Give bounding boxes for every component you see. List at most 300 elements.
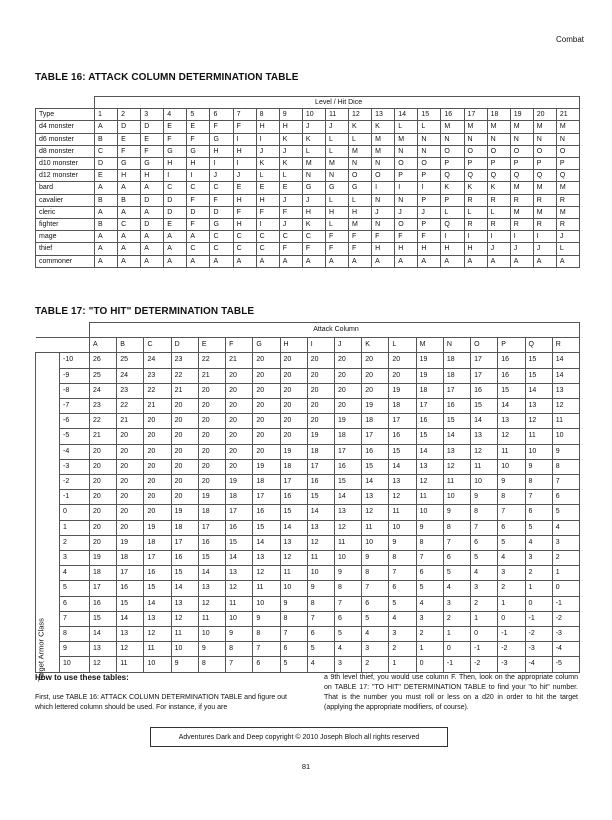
column-letter-cell: F — [325, 231, 348, 243]
to-hit-cell: 15 — [334, 475, 361, 490]
column-letter-cell: M — [441, 121, 464, 133]
table17-corner — [36, 323, 90, 338]
to-hit-cell: 2 — [471, 596, 498, 611]
column-letter-cell: O — [395, 219, 418, 231]
attack-column-header: F — [226, 338, 253, 353]
to-hit-cell: 14 — [307, 505, 334, 520]
column-letter-cell: G — [302, 182, 325, 194]
column-letter-cell: O — [464, 145, 487, 157]
column-letter-cell: N — [510, 133, 533, 145]
table17-corner-2 — [36, 338, 90, 353]
column-letter-cell: H — [210, 145, 233, 157]
column-letter-cell: M — [510, 182, 533, 194]
column-letter-cell: A — [95, 182, 118, 194]
to-hit-cell: 11 — [280, 566, 307, 581]
column-letter-cell: R — [533, 194, 556, 206]
to-hit-cell: 15 — [362, 459, 389, 474]
to-hit-cell: -2 — [552, 611, 579, 626]
table16-row — [36, 145, 580, 157]
attack-column-header: H — [280, 338, 307, 353]
to-hit-cell: 8 — [552, 459, 579, 474]
to-hit-cell: 21 — [90, 429, 117, 444]
column-letter-cell: A — [118, 206, 141, 218]
column-letter-cell: R — [464, 219, 487, 231]
to-hit-cell: -2 — [525, 627, 552, 642]
attack-column-header: B — [117, 338, 144, 353]
to-hit-cell: 23 — [90, 399, 117, 414]
column-letter-cell: O — [533, 145, 556, 157]
to-hit-cell: 2 — [552, 551, 579, 566]
column-letter-cell: P — [464, 158, 487, 170]
to-hit-cell: 7 — [280, 627, 307, 642]
armor-class-cell: 1 — [60, 520, 90, 535]
column-letter-cell: P — [510, 158, 533, 170]
to-hit-cell: 13 — [90, 642, 117, 657]
column-letter-cell: B — [95, 194, 118, 206]
to-hit-cell: 13 — [253, 551, 280, 566]
column-letter-cell: R — [510, 194, 533, 206]
to-hit-cell: 6 — [552, 490, 579, 505]
to-hit-cell: 18 — [389, 399, 416, 414]
to-hit-cell: 20 — [362, 353, 389, 368]
attack-column-header: R — [552, 338, 579, 353]
to-hit-cell: 20 — [253, 353, 280, 368]
type-cell: d8 monster — [36, 145, 95, 157]
column-letter-cell: A — [164, 243, 187, 255]
column-letter-cell: L — [349, 194, 372, 206]
column-letter-cell: A — [141, 231, 164, 243]
armor-class-cell: -1 — [60, 490, 90, 505]
to-hit-cell: 20 — [334, 399, 361, 414]
column-letter-cell: N — [533, 133, 556, 145]
column-letter-cell: M — [487, 121, 510, 133]
to-hit-cell: 18 — [307, 444, 334, 459]
to-hit-cell: 16 — [280, 490, 307, 505]
to-hit-cell: 20 — [307, 399, 334, 414]
column-letter-cell: F — [118, 145, 141, 157]
to-hit-cell: 11 — [389, 505, 416, 520]
to-hit-cell: 20 — [144, 414, 171, 429]
to-hit-cell: 13 — [307, 520, 334, 535]
armor-class-cell: -8 — [60, 383, 90, 398]
column-letter-cell: F — [210, 121, 233, 133]
table17-row — [36, 475, 580, 490]
column-letter-cell: N — [395, 145, 418, 157]
to-hit-cell: 20 — [334, 368, 361, 383]
column-letter-cell: M — [302, 158, 325, 170]
column-letter-cell: I — [441, 231, 464, 243]
column-letter-cell: I — [464, 231, 487, 243]
column-letter-cell: J — [279, 219, 302, 231]
to-hit-cell: 16 — [498, 368, 525, 383]
attack-column-header: O — [471, 338, 498, 353]
table16-group-header-row — [36, 97, 580, 109]
column-letter-cell: D — [187, 206, 210, 218]
to-hit-cell: 18 — [443, 353, 470, 368]
to-hit-cell: 9 — [362, 551, 389, 566]
column-letter-cell: D — [95, 158, 118, 170]
to-hit-cell: 7 — [471, 520, 498, 535]
column-letter-cell: J — [302, 121, 325, 133]
table16-type-header: Type — [36, 109, 95, 121]
to-hit-cell: 8 — [198, 657, 225, 672]
to-hit-cell: 5 — [334, 627, 361, 642]
column-letter-cell: A — [464, 255, 487, 267]
column-letter-cell: G — [141, 158, 164, 170]
table16-header-row — [36, 109, 580, 121]
to-hit-cell: 20 — [253, 429, 280, 444]
to-hit-cell: 19 — [253, 459, 280, 474]
column-letter-cell: I — [533, 231, 556, 243]
table17-row — [36, 581, 580, 596]
to-hit-cell: 9 — [471, 490, 498, 505]
column-letter-cell: E — [279, 182, 302, 194]
column-letter-cell: D — [141, 121, 164, 133]
copyright-box — [150, 727, 448, 747]
table17-row — [36, 444, 580, 459]
column-letter-cell: A — [510, 255, 533, 267]
column-letter-cell: H — [233, 194, 256, 206]
to-hit-cell: 16 — [226, 520, 253, 535]
column-letter-cell: J — [533, 243, 556, 255]
type-cell: d4 monster — [36, 121, 95, 133]
to-hit-cell: -3 — [552, 627, 579, 642]
column-letter-cell: A — [233, 255, 256, 267]
type-cell: thief — [36, 243, 95, 255]
to-hit-cell: 9 — [280, 596, 307, 611]
to-hit-cell: 12 — [525, 414, 552, 429]
to-hit-cell: 4 — [525, 535, 552, 550]
to-hit-cell: 20 — [198, 475, 225, 490]
column-letter-cell: A — [95, 255, 118, 267]
to-hit-cell: 22 — [198, 353, 225, 368]
to-hit-cell: 13 — [226, 566, 253, 581]
to-hit-cell: 7 — [525, 490, 552, 505]
to-hit-cell: 20 — [171, 444, 198, 459]
to-hit-cell: 15 — [525, 353, 552, 368]
column-letter-cell: H — [233, 145, 256, 157]
table17-row — [36, 551, 580, 566]
to-hit-cell: 13 — [334, 505, 361, 520]
column-letter-cell: Q — [441, 170, 464, 182]
to-hit-cell: 21 — [226, 353, 253, 368]
table17-row — [36, 414, 580, 429]
column-letter-cell: F — [349, 243, 372, 255]
column-letter-cell: J — [279, 194, 302, 206]
to-hit-cell: 12 — [171, 611, 198, 626]
column-letter-cell: P — [533, 158, 556, 170]
to-hit-cell: 5 — [280, 657, 307, 672]
column-letter-cell: G — [164, 145, 187, 157]
column-letter-cell: A — [256, 255, 279, 267]
type-cell: bard — [36, 182, 95, 194]
to-hit-cell: 20 — [117, 429, 144, 444]
column-letter-cell: A — [118, 255, 141, 267]
column-letter-cell: P — [441, 158, 464, 170]
column-letter-cell: H — [464, 243, 487, 255]
to-hit-cell: 20 — [90, 535, 117, 550]
to-hit-cell: 17 — [226, 505, 253, 520]
to-hit-cell: 3 — [416, 611, 443, 626]
to-hit-cell: 11 — [334, 535, 361, 550]
attack-column-table — [35, 96, 580, 268]
to-hit-cell: 20 — [226, 383, 253, 398]
to-hit-cell: 20 — [117, 459, 144, 474]
to-hit-cell: 6 — [334, 611, 361, 626]
to-hit-cell: 9 — [253, 611, 280, 626]
attack-column-header: L — [389, 338, 416, 353]
to-hit-cell: 20 — [171, 459, 198, 474]
to-hit-cell: 21 — [171, 383, 198, 398]
to-hit-cell: -3 — [525, 642, 552, 657]
to-hit-cell: 18 — [253, 475, 280, 490]
to-hit-cell: 14 — [443, 429, 470, 444]
level-header: 6 — [210, 109, 233, 121]
column-letter-cell: L — [418, 121, 441, 133]
column-letter-cell: H — [441, 243, 464, 255]
to-hit-cell: 16 — [90, 596, 117, 611]
column-letter-cell: C — [164, 182, 187, 194]
to-hit-cell: 20 — [253, 399, 280, 414]
column-letter-cell: O — [418, 158, 441, 170]
table17-row — [36, 399, 580, 414]
to-hit-cell: 14 — [171, 581, 198, 596]
column-letter-cell: F — [395, 231, 418, 243]
to-hit-cell: 20 — [334, 353, 361, 368]
to-hit-cell: 16 — [198, 535, 225, 550]
type-cell: d12 monster — [36, 170, 95, 182]
table17-row — [36, 627, 580, 642]
to-hit-cell: 20 — [144, 444, 171, 459]
to-hit-cell: 10 — [552, 429, 579, 444]
to-hit-cell: 3 — [552, 535, 579, 550]
table16-row — [36, 206, 580, 218]
column-letter-cell: C — [187, 243, 210, 255]
column-letter-cell: H — [372, 243, 395, 255]
to-hit-cell: 3 — [334, 657, 361, 672]
table16-row — [36, 219, 580, 231]
level-header: 4 — [164, 109, 187, 121]
to-hit-cell: 12 — [90, 657, 117, 672]
column-letter-cell: F — [279, 243, 302, 255]
to-hit-cell: 14 — [525, 383, 552, 398]
column-letter-cell: A — [141, 243, 164, 255]
column-letter-cell: K — [349, 121, 372, 133]
column-letter-cell: C — [302, 231, 325, 243]
column-letter-cell: A — [141, 255, 164, 267]
to-hit-cell: 13 — [443, 444, 470, 459]
to-hit-cell: 3 — [362, 642, 389, 657]
column-letter-cell: E — [233, 182, 256, 194]
column-letter-cell: B — [118, 194, 141, 206]
to-hit-cell: 5 — [389, 596, 416, 611]
table17-row — [36, 459, 580, 474]
to-hit-cell: 17 — [307, 459, 334, 474]
to-hit-cell: 3 — [389, 627, 416, 642]
to-hit-cell: 15 — [171, 566, 198, 581]
column-letter-cell: M — [556, 206, 579, 218]
level-header: 2 — [118, 109, 141, 121]
table17-title: TABLE 17: "TO HIT" DETERMINATION TABLE — [35, 306, 255, 317]
level-header: 14 — [395, 109, 418, 121]
to-hit-cell: 19 — [416, 368, 443, 383]
to-hit-cell: 2 — [525, 566, 552, 581]
table16-row — [36, 170, 580, 182]
to-hit-cell: 1 — [471, 611, 498, 626]
column-letter-cell: Q — [441, 219, 464, 231]
to-hit-cell: 18 — [226, 490, 253, 505]
to-hit-cell: -1 — [443, 657, 470, 672]
to-hit-cell: 5 — [362, 611, 389, 626]
to-hit-cell: 20 — [389, 368, 416, 383]
to-hit-cell: 15 — [307, 490, 334, 505]
to-hit-cell: 6 — [525, 505, 552, 520]
to-hit-cell: -5 — [552, 657, 579, 672]
column-letter-cell: K — [464, 182, 487, 194]
table17-group-header-row — [36, 323, 580, 338]
column-letter-cell: M — [556, 182, 579, 194]
table16-corner — [36, 97, 95, 109]
to-hit-cell: 6 — [362, 596, 389, 611]
to-hit-cell: 9 — [552, 444, 579, 459]
to-hit-cell: 20 — [253, 368, 280, 383]
to-hit-cell: 10 — [389, 520, 416, 535]
column-letter-cell: C — [210, 182, 233, 194]
table17-row — [36, 566, 580, 581]
column-letter-cell: E — [164, 121, 187, 133]
table17-row — [36, 611, 580, 626]
level-header: 20 — [533, 109, 556, 121]
to-hit-cell: 8 — [471, 505, 498, 520]
to-hit-cell: 5 — [443, 566, 470, 581]
to-hit-cell: 22 — [144, 383, 171, 398]
column-letter-cell: N — [464, 133, 487, 145]
to-hit-cell: 22 — [117, 399, 144, 414]
to-hit-cell: 20 — [90, 475, 117, 490]
table16-row — [36, 255, 580, 267]
to-hit-cell: 13 — [552, 383, 579, 398]
column-letter-cell: M — [556, 121, 579, 133]
column-letter-cell: A — [164, 231, 187, 243]
attack-column-header: A — [90, 338, 117, 353]
to-hit-cell: 11 — [362, 520, 389, 535]
to-hit-cell: 9 — [498, 475, 525, 490]
table17-row — [36, 642, 580, 657]
to-hit-cell: 16 — [117, 581, 144, 596]
column-letter-cell: Q — [556, 170, 579, 182]
column-letter-cell: O — [441, 145, 464, 157]
table17-row — [36, 368, 580, 383]
column-letter-cell: P — [418, 194, 441, 206]
to-hit-cell: 6 — [389, 581, 416, 596]
to-hit-cell: 18 — [443, 368, 470, 383]
to-hit-cell: 17 — [471, 368, 498, 383]
to-hit-cell: 8 — [226, 642, 253, 657]
to-hit-cell: 7 — [362, 581, 389, 596]
to-hit-cell: 12 — [253, 566, 280, 581]
to-hit-cell: 0 — [525, 596, 552, 611]
column-letter-cell: I — [256, 219, 279, 231]
column-letter-cell: N — [372, 219, 395, 231]
column-letter-cell: F — [302, 243, 325, 255]
to-hit-cell: 5 — [416, 581, 443, 596]
to-hit-cell: 20 — [144, 490, 171, 505]
to-hit-cell: 14 — [362, 475, 389, 490]
to-hit-cell: 3 — [443, 596, 470, 611]
column-letter-cell: H — [349, 206, 372, 218]
to-hit-cell: 4 — [307, 657, 334, 672]
to-hit-cell: -3 — [498, 657, 525, 672]
to-hit-cell: 14 — [280, 520, 307, 535]
to-hit-cell: 19 — [198, 490, 225, 505]
to-hit-cell: 14 — [198, 566, 225, 581]
column-letter-cell: C — [279, 231, 302, 243]
column-letter-cell: K — [279, 158, 302, 170]
column-letter-cell: M — [349, 219, 372, 231]
column-letter-cell: F — [210, 194, 233, 206]
to-hit-cell: 18 — [171, 520, 198, 535]
to-hit-cell: 15 — [525, 368, 552, 383]
to-hit-cell: 20 — [334, 383, 361, 398]
column-letter-cell: H — [418, 243, 441, 255]
level-header: 15 — [418, 109, 441, 121]
to-hit-cell: 19 — [90, 551, 117, 566]
to-hit-cell: 14 — [552, 353, 579, 368]
to-hit-cell: 12 — [362, 505, 389, 520]
to-hit-cell: 11 — [117, 657, 144, 672]
table17-row — [36, 596, 580, 611]
to-hit-cell: 13 — [171, 596, 198, 611]
to-hit-cell: 13 — [416, 459, 443, 474]
to-hit-cell: 11 — [144, 642, 171, 657]
to-hit-cell: 5 — [525, 520, 552, 535]
column-letter-cell: F — [187, 219, 210, 231]
column-letter-cell: L — [487, 206, 510, 218]
column-letter-cell: A — [95, 243, 118, 255]
column-letter-cell: P — [418, 170, 441, 182]
to-hit-cell: 15 — [498, 383, 525, 398]
level-header: 21 — [556, 109, 579, 121]
to-hit-cell: 10 — [416, 505, 443, 520]
to-hit-cell: 16 — [416, 414, 443, 429]
to-hit-cell: -1 — [552, 596, 579, 611]
to-hit-cell: 25 — [117, 353, 144, 368]
column-letter-cell: A — [325, 255, 348, 267]
to-hit-cell: 14 — [334, 490, 361, 505]
to-hit-cell: 3 — [471, 581, 498, 596]
to-hit-cell: 0 — [471, 627, 498, 642]
column-letter-cell: J — [256, 145, 279, 157]
copyright-text: Adventures Dark and Deep copyright © 2010 Joseph Bloch all rights reserved — [178, 733, 420, 741]
to-hit-cell: 15 — [253, 520, 280, 535]
to-hit-cell: 19 — [226, 475, 253, 490]
type-cell: cleric — [36, 206, 95, 218]
to-hit-cell: 14 — [144, 596, 171, 611]
to-hit-cell: 16 — [389, 429, 416, 444]
to-hit-cell: 12 — [552, 399, 579, 414]
to-hit-cell: 15 — [389, 444, 416, 459]
column-letter-cell: L — [279, 170, 302, 182]
column-letter-cell: N — [302, 170, 325, 182]
to-hit-cell: 9 — [416, 520, 443, 535]
to-hit-cell: 13 — [362, 490, 389, 505]
column-letter-cell: E — [141, 133, 164, 145]
armor-class-cell: 0 — [60, 505, 90, 520]
to-hit-cell: 16 — [443, 399, 470, 414]
to-hit-cell: 20 — [117, 475, 144, 490]
column-letter-cell: R — [487, 219, 510, 231]
to-hit-cell: 15 — [144, 581, 171, 596]
